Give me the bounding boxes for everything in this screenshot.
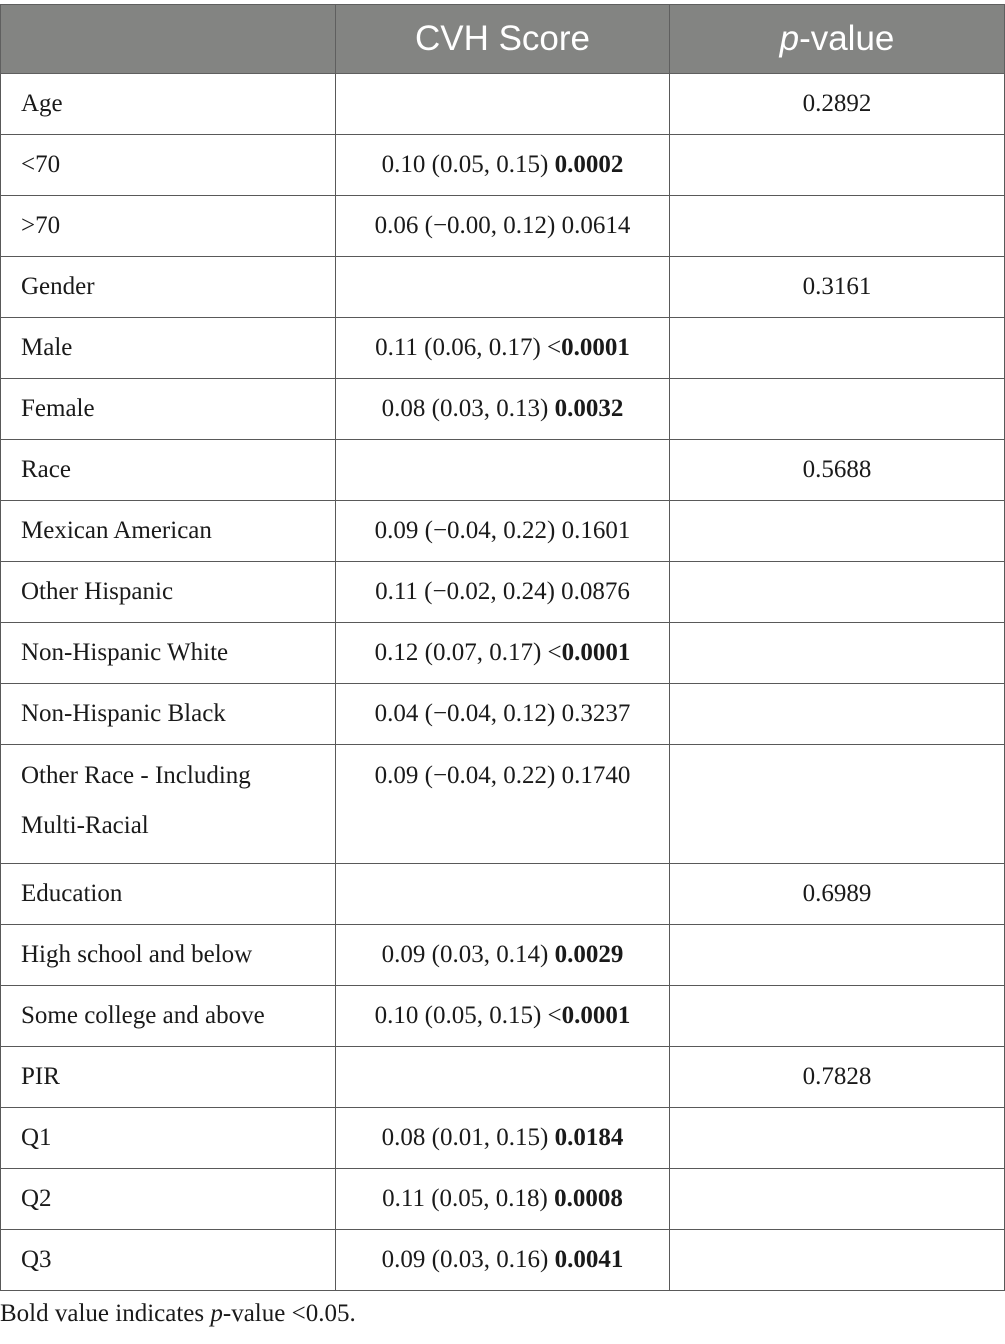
- row-label: Gender: [1, 257, 336, 318]
- table-row: [1, 925, 1005, 986]
- row-estimate: 0.10 (0.05, 0.15) 0.0002: [336, 135, 670, 196]
- row-p-value: 0.5688: [670, 440, 1005, 501]
- row-p-value: [670, 745, 1005, 864]
- table-row: [1, 684, 1005, 745]
- row-p-value: [670, 684, 1005, 745]
- row-p-value: [670, 925, 1005, 986]
- row-label: Education: [1, 864, 336, 925]
- footnote-p-italic: p: [210, 1300, 223, 1327]
- row-label: Some college and above: [1, 986, 336, 1047]
- row-label: Male: [1, 318, 336, 379]
- row-p-value: 0.7828: [670, 1047, 1005, 1108]
- row-label: PIR: [1, 1047, 336, 1108]
- row-p-value: [670, 562, 1005, 623]
- row-p-value: [670, 318, 1005, 379]
- header-row: [1, 5, 1005, 74]
- row-label: Other Hispanic: [1, 562, 336, 623]
- row-p-value: [670, 1230, 1005, 1291]
- table-row: [1, 135, 1005, 196]
- table-row: [1, 1108, 1005, 1169]
- row-p-value: [670, 1108, 1005, 1169]
- table-row: [1, 379, 1005, 440]
- row-estimate: [336, 440, 670, 501]
- table-row: [1, 1047, 1005, 1108]
- table-row: [1, 986, 1005, 1047]
- table-row: [1, 1169, 1005, 1230]
- row-label: Female: [1, 379, 336, 440]
- row-p-value: [670, 1169, 1005, 1230]
- row-p-value: 0.2892: [670, 74, 1005, 135]
- row-p-value: 0.6989: [670, 864, 1005, 925]
- row-estimate: 0.08 (0.01, 0.15) 0.0184: [336, 1108, 670, 1169]
- row-label: Age: [1, 74, 336, 135]
- row-estimate: [336, 1047, 670, 1108]
- row-estimate: 0.10 (0.05, 0.15) <0.0001: [336, 986, 670, 1047]
- header-p-italic: p: [779, 19, 800, 58]
- table-row: [1, 864, 1005, 925]
- subgroup-table: [0, 4, 1005, 1291]
- row-p-value: [670, 135, 1005, 196]
- row-estimate: 0.11 (0.06, 0.17) <0.0001: [336, 318, 670, 379]
- table-row: [1, 196, 1005, 257]
- table-row: [1, 257, 1005, 318]
- row-estimate: 0.09 (−0.04, 0.22) 0.1740: [336, 745, 670, 864]
- table-row: [1, 74, 1005, 135]
- row-label: Q1: [1, 1108, 336, 1169]
- row-label: Q2: [1, 1169, 336, 1230]
- table-footnote: Bold value indicates p-value <0.05.: [0, 1300, 356, 1327]
- row-p-value: 0.3161: [670, 257, 1005, 318]
- row-estimate: 0.09 (−0.04, 0.22) 0.1601: [336, 501, 670, 562]
- row-estimate: [336, 864, 670, 925]
- table-row: [1, 501, 1005, 562]
- row-p-value: [670, 986, 1005, 1047]
- row-label: Q3: [1, 1230, 336, 1291]
- row-label: Race: [1, 440, 336, 501]
- row-label: Other Race - Including Multi-Racial: [1, 745, 336, 864]
- table-row: [1, 623, 1005, 684]
- row-estimate: 0.11 (0.05, 0.18) 0.0008: [336, 1169, 670, 1230]
- row-label: Non-Hispanic White: [1, 623, 336, 684]
- table-row: [1, 440, 1005, 501]
- table-row: [1, 745, 1005, 864]
- table-row: [1, 1230, 1005, 1291]
- row-label: <70: [1, 135, 336, 196]
- row-label: >70: [1, 196, 336, 257]
- row-estimate: 0.12 (0.07, 0.17) <0.0001: [336, 623, 670, 684]
- row-estimate: 0.09 (0.03, 0.16) 0.0041: [336, 1230, 670, 1291]
- header-p-value: [670, 5, 1005, 74]
- row-estimate: 0.06 (−0.00, 0.12) 0.0614: [336, 196, 670, 257]
- row-estimate: 0.11 (−0.02, 0.24) 0.0876: [336, 562, 670, 623]
- row-label: Mexican American: [1, 501, 336, 562]
- row-estimate: 0.08 (0.03, 0.13) 0.0032: [336, 379, 670, 440]
- row-p-value: [670, 623, 1005, 684]
- header-p-rest: -value: [799, 19, 895, 58]
- row-estimate: [336, 74, 670, 135]
- row-p-value: [670, 196, 1005, 257]
- header-blank: [1, 5, 336, 74]
- table-row: [1, 562, 1005, 623]
- row-estimate: 0.09 (0.03, 0.14) 0.0029: [336, 925, 670, 986]
- row-p-value: [670, 501, 1005, 562]
- row-label: Non-Hispanic Black: [1, 684, 336, 745]
- row-label: High school and below: [1, 925, 336, 986]
- row-p-value: [670, 379, 1005, 440]
- row-estimate: 0.04 (−0.04, 0.12) 0.3237: [336, 684, 670, 745]
- table-row: [1, 318, 1005, 379]
- header-cvh-score: CVH Score: [336, 5, 670, 74]
- row-estimate: [336, 257, 670, 318]
